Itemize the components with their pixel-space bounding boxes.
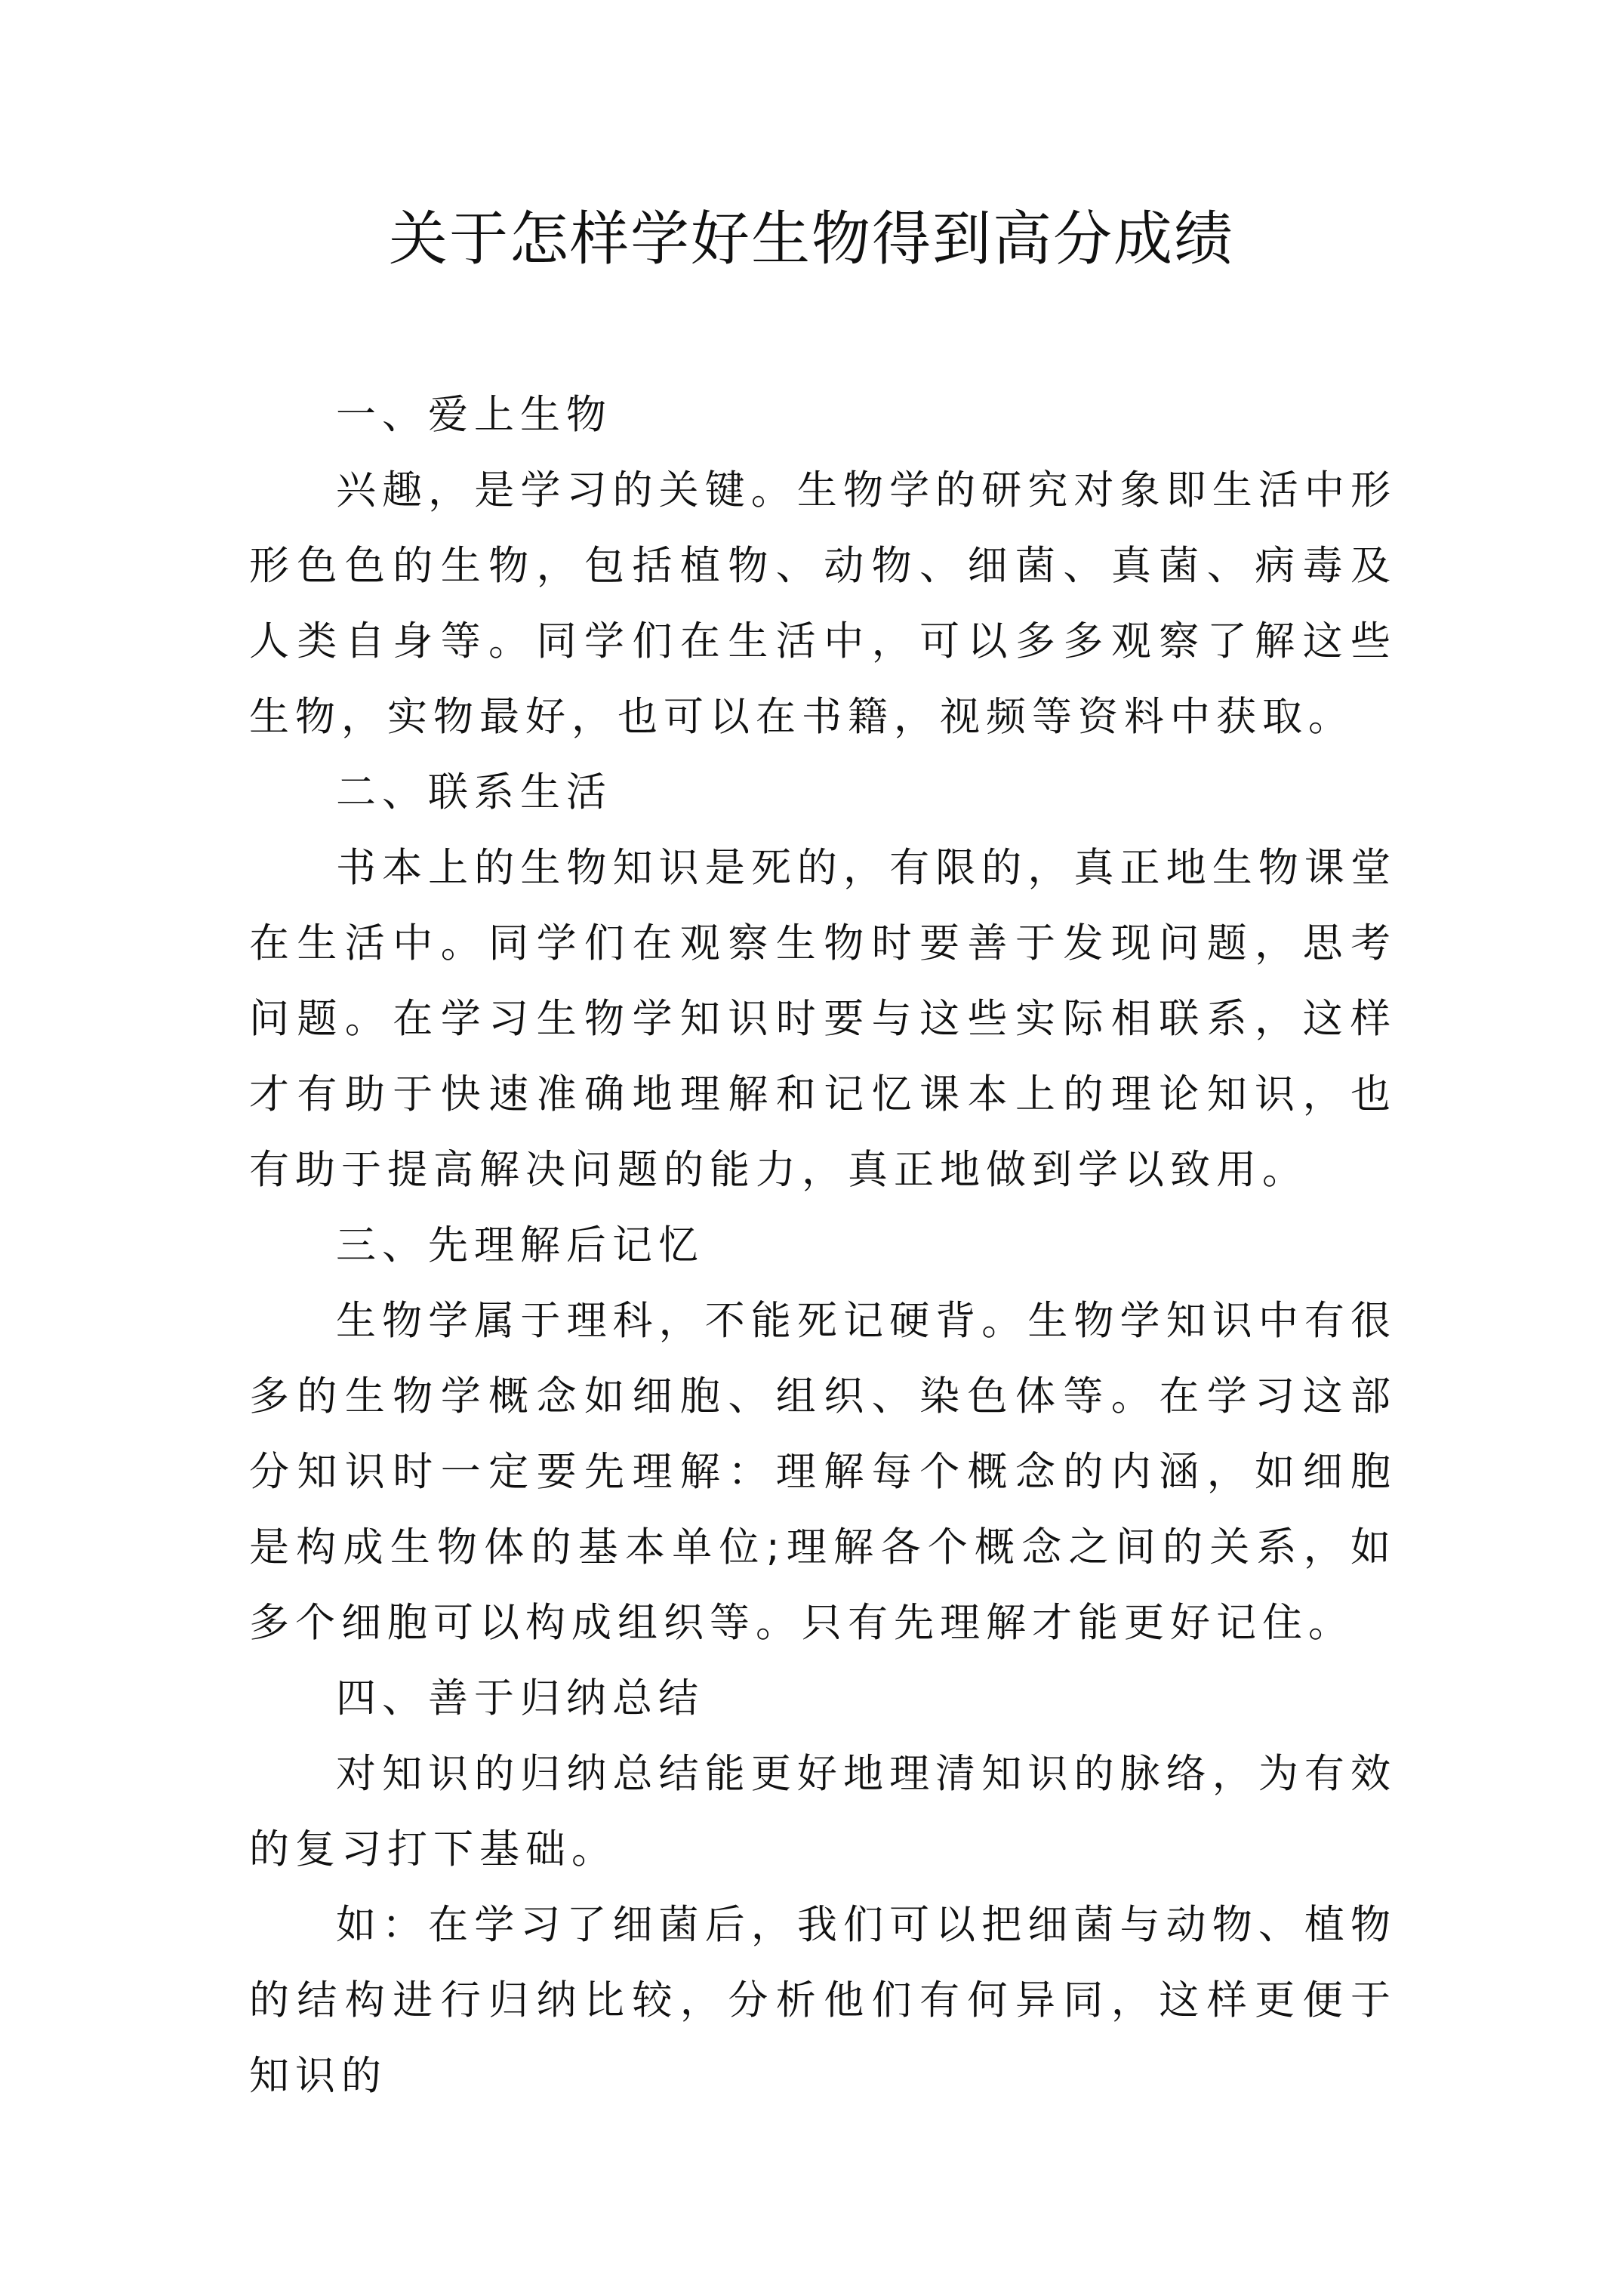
section-heading-3: 三、先理解后记忆 bbox=[336, 1222, 704, 1268]
paragraph-3: 生物学属于理科，不能死记硬背。生物学知识中有很多的生物学概念如细胞、组织、染色体等。在学习这部分知识时一定要先理解：理解每个概念的内涵，如细胞是构成生物体的基本单位;理解各个概念之间的关系，如多个细胞可以构成组织等。只有先理解才能更好记住。 bbox=[249, 1298, 1397, 1646]
paragraph-1: 兴趣，是学习的关键。生物学的研究对象即生活中形形色色的生物，包括植物、动物、细菌、真菌、病毒及人类自身等。同学们在生活中，可以多多观察了解这些生物，实物最好，也可以在书籍，视频等资料中获取。 bbox=[249, 467, 1397, 740]
paragraph-5: 如：在学习了细菌后，我们可以把细菌与动物、植物的结构进行归纳比较，分析他们有何异同，这样更便于知识的 bbox=[249, 1902, 1397, 2099]
document-title: 关于怎样学好生物得到高分成绩 bbox=[388, 205, 1234, 273]
document-body bbox=[249, 378, 1397, 2114]
section-heading-2: 二、联系生活 bbox=[336, 769, 612, 815]
paragraph-4: 对知识的归纳总结能更好地理清知识的脉络，为有效的复习打下基础。 bbox=[249, 1751, 1397, 1872]
section-heading-4: 四、善于归纳总结 bbox=[336, 1675, 704, 1721]
paragraph-2: 书本上的生物知识是死的，有限的，真正地生物课堂在生活中。同学们在观察生物时要善于发现问题，思考问题。在学习生物学知识时要与这些实际相联系，这样才有助于快速准确地理解和记忆课本上的理论知识，也有助于提高解决问题的能力，真正地做到学以致用。 bbox=[249, 845, 1397, 1193]
section-heading-1: 一、爱上生物 bbox=[336, 392, 612, 438]
